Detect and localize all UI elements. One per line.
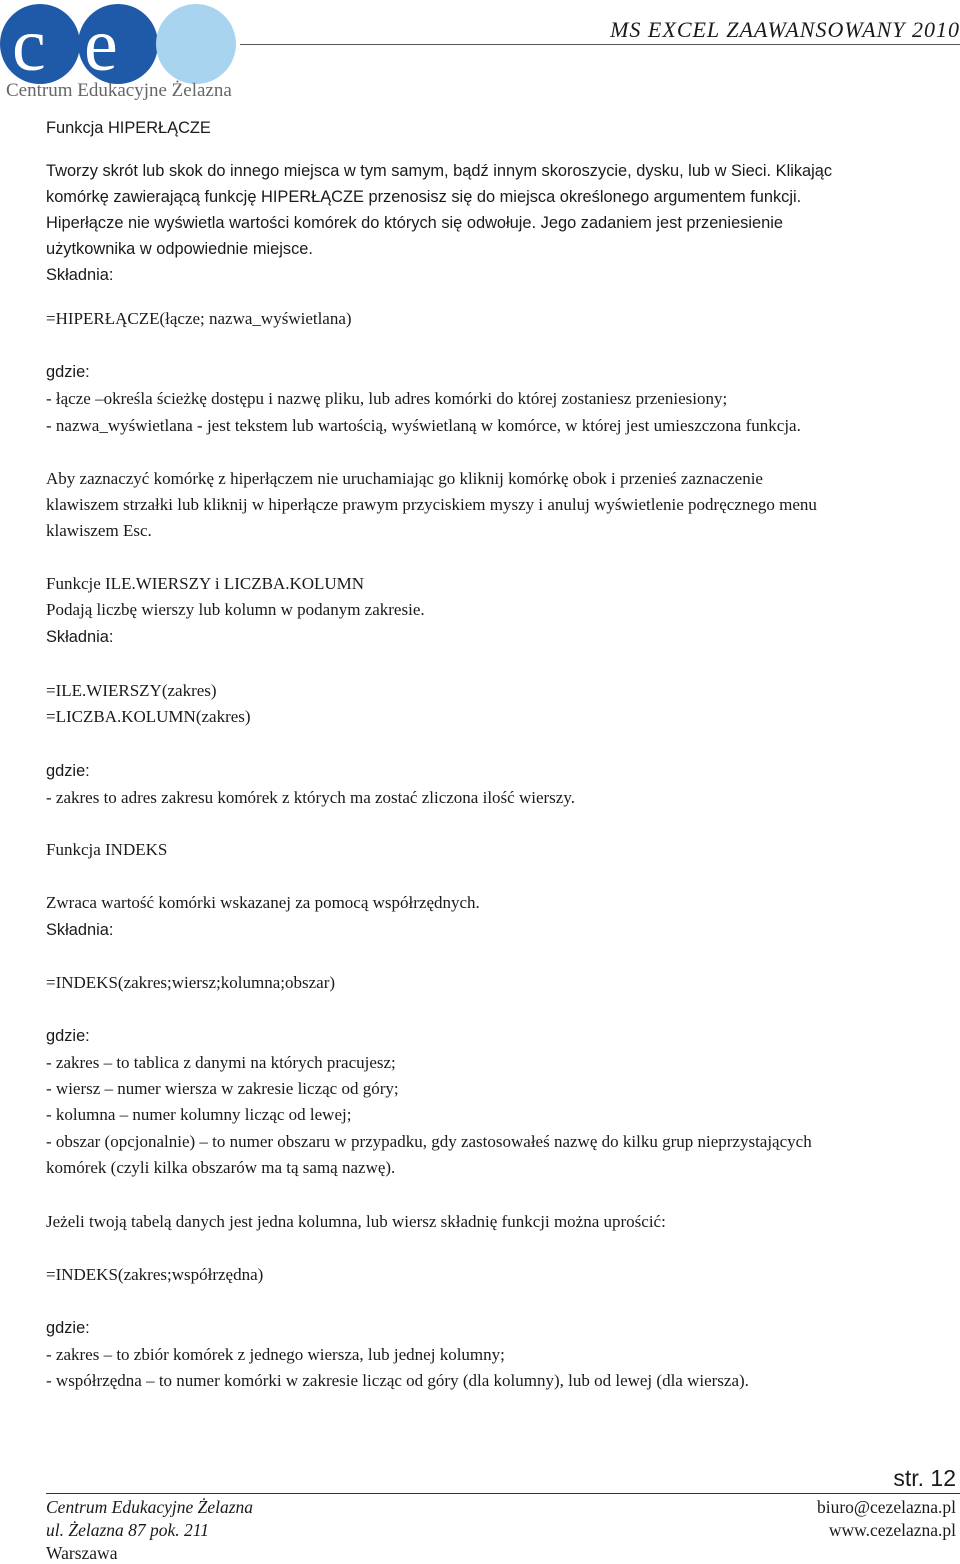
index-arg: - obszar (opcjonalnie) – to numer obszaru w przypadku, gdy zastosowałeś nazwę do kilku grup nieprzystających [46, 1132, 812, 1151]
header-rule [240, 44, 960, 45]
index-desc: Zwraca wartość komórki wskazanej za pomocą współrzędnych. [46, 893, 480, 912]
syntax-label: Składnia: [46, 628, 114, 646]
rows-formula: =ILE.WIERSZY(zakres) [46, 681, 217, 700]
hyperlink-arg: - nazwa_wyświetlana - jest tekstem lub wartością, wyświetlaną w komórce, w której jest umieszczona funkcja. [46, 416, 801, 435]
hyperlink-desc-line: użytkownika w odpowiednie miejsce. [46, 240, 313, 258]
hyperlink-note-line: klawiszem strzałki lub kliknij w hiperłącze prawym przyciskiem myszy i anuluj wyświetlenie podręcznego menu [46, 495, 817, 514]
rows-cols-heading: Funkcje ILE.WIERSZY i LICZBA.KOLUMN [46, 574, 365, 593]
footer-address: ul. Żelazna 87 pok. 211 [46, 1520, 210, 1540]
footer-org-name: Centrum Edukacyjne Żelazna [46, 1497, 254, 1517]
cols-formula: =LICZBA.KOLUMN(zakres) [46, 707, 251, 726]
index-formula-short: =INDEKS(zakres;współrzędna) [46, 1265, 264, 1284]
syntax-label: Składnia: [46, 266, 114, 284]
syntax-label: Składnia: [46, 921, 114, 939]
footer-rule [46, 1493, 960, 1494]
footer-city: Warszawa [46, 1543, 118, 1563]
svg-text:c: c [12, 3, 46, 87]
where-label: gdzie: [46, 1319, 90, 1337]
where-label: gdzie: [46, 363, 90, 381]
logo [0, 0, 240, 110]
where-label: gdzie: [46, 1027, 90, 1045]
index-arg: - kolumna – numer kolumny licząc od lewej; [46, 1105, 352, 1124]
rows-cols-desc: Podają liczbę wierszy lub kolumn w podanym zakresie. [46, 600, 425, 619]
hyperlink-desc-line: Tworzy skrót lub skok do innego miejsca w tym samym, bądź innym skoroszycie, dysku, lub w Sieci. Klikając [46, 162, 833, 180]
index-arg: komórek (czyli kilka obszarów ma tą samą nazwę). [46, 1158, 396, 1177]
index-simplify-note: Jeżeli twoją tabelą danych jest jedna kolumna, lub wiersz składnię funkcji można uprościć: [46, 1212, 666, 1231]
index-arg2: - współrzędna – to numer komórki w zakresie licząc od góry (dla kolumny), lub od lewej (dla wiersza). [46, 1371, 749, 1390]
index-arg2: - zakres – to zbiór komórek z jednego wiersza, lub jednej kolumny; [46, 1345, 505, 1364]
hyperlink-note-line: klawiszem Esc. [46, 521, 152, 540]
footer-website[interactable]: www.cezelazna.pl [828, 1520, 956, 1540]
hyperlink-heading: Funkcja HIPERŁĄCZE [46, 119, 211, 137]
footer-email[interactable]: biuro@cezelazna.pl [816, 1497, 956, 1517]
header-title: MS EXCEL ZAAWANSOWANY 2010 [610, 17, 960, 42]
index-arg: - zakres – to tablica z danymi na których pracujesz; [46, 1053, 396, 1072]
where-label: gdzie: [46, 762, 90, 780]
hyperlink-desc-line: komórkę zawierającą funkcję HIPERŁĄCZE przenosisz się do miejsca określonego argumentem funkcji. [46, 188, 802, 206]
svg-text:e: e [84, 3, 118, 87]
index-arg: - wiersz – numer wiersza w zakresie licząc od góry; [46, 1079, 399, 1098]
hyperlink-arg: - łącze –określa ścieżkę dostępu i nazwę pliku, lub adres komórki do której zostaniesz przeniesiony; [46, 389, 728, 408]
rows-cols-arg: - zakres to adres zakresu komórek z których ma zostać zliczona ilość wierszy. [46, 788, 575, 807]
logo-text: Centrum Edukacyjne Żelazna [6, 80, 232, 101]
index-heading: Funkcja INDEKS [46, 840, 168, 859]
page-number: str. 12 [893, 1465, 956, 1491]
index-formula: =INDEKS(zakres;wiersz;kolumna;obszar) [46, 973, 336, 992]
hyperlink-desc-line: Hiperłącze nie wyświetla wartości komórek do których się odwołuje. Jego zadaniem jest przeniesienie [46, 214, 784, 232]
hyperlink-formula: =HIPERŁĄCZE(łącze; nazwa_wyświetlana) [46, 309, 352, 328]
hyperlink-note-line: Aby zaznaczyć komórkę z hiperłączem nie uruchamiając go kliknij komórkę obok i przenieś zaznaczenie [46, 469, 763, 488]
